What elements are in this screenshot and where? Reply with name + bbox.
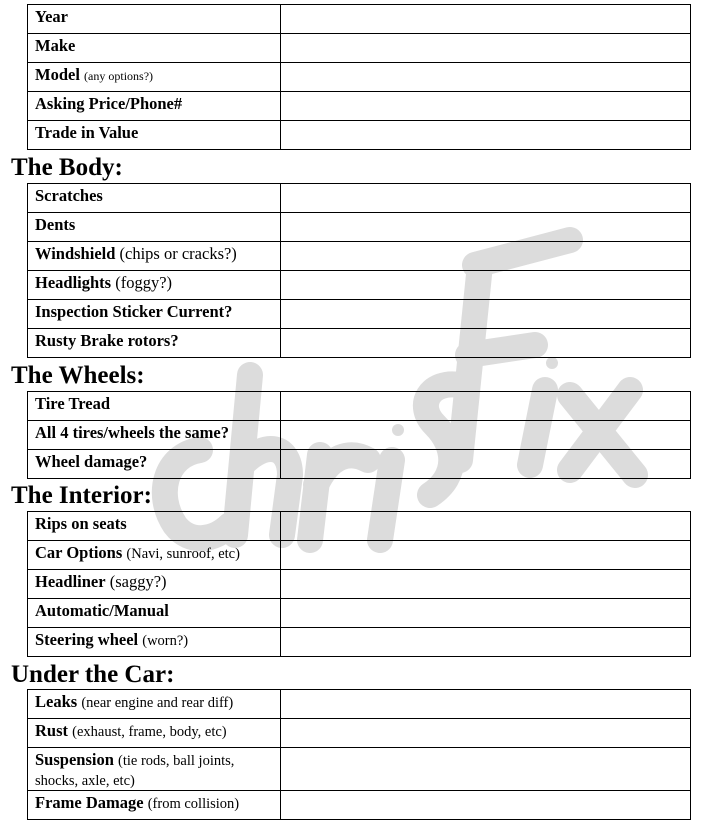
table-row xyxy=(28,512,691,541)
row-label: Headlights xyxy=(35,273,112,292)
row-note: (any options?) xyxy=(84,69,154,83)
table-row xyxy=(28,5,691,34)
answer-cell[interactable] xyxy=(281,63,691,92)
section-title-wheels: The Wheels: xyxy=(11,362,145,389)
row-label-cell xyxy=(28,5,281,34)
table-row xyxy=(28,421,691,450)
row-label-cell xyxy=(28,748,281,791)
table-row xyxy=(28,690,691,719)
row-label-cell xyxy=(28,450,281,479)
row-label: Make xyxy=(35,36,76,55)
row-note: (Navi, sunroof, etc) xyxy=(126,546,240,562)
row-label: Suspension xyxy=(35,750,114,769)
table-row xyxy=(28,300,691,329)
row-label: Automatic/Manual xyxy=(35,601,169,620)
table-row xyxy=(28,570,691,599)
row-label: Wheel damage? xyxy=(35,452,148,471)
answer-cell[interactable] xyxy=(281,791,691,820)
row-label-cell xyxy=(28,791,281,820)
answer-cell[interactable] xyxy=(281,628,691,657)
row-label: Tire Tread xyxy=(35,394,111,413)
answer-cell[interactable] xyxy=(281,329,691,358)
row-label-cell xyxy=(28,213,281,242)
answer-cell[interactable] xyxy=(281,271,691,300)
answer-cell[interactable] xyxy=(281,690,691,719)
row-note: (exhaust, frame, body, etc) xyxy=(72,724,227,740)
answer-cell[interactable] xyxy=(281,34,691,63)
section-4-table xyxy=(27,689,691,820)
row-note: (saggy?) xyxy=(109,572,167,591)
section-title-interior: The Interior: xyxy=(11,482,152,509)
row-label-cell xyxy=(28,512,281,541)
row-label-cell xyxy=(28,329,281,358)
row-label-cell xyxy=(28,421,281,450)
row-note: (chips or cracks?) xyxy=(119,244,237,263)
row-label-cell xyxy=(28,719,281,748)
answer-cell[interactable] xyxy=(281,300,691,329)
row-label-cell xyxy=(28,628,281,657)
table-row xyxy=(28,242,691,271)
answer-cell[interactable] xyxy=(281,541,691,570)
table-row xyxy=(28,450,691,479)
section-3-table xyxy=(27,511,691,657)
row-label-cell xyxy=(28,271,281,300)
row-label: Car Options xyxy=(35,543,123,562)
answer-cell[interactable] xyxy=(281,392,691,421)
table-row xyxy=(28,271,691,300)
row-label: Steering wheel xyxy=(35,630,139,649)
table-row xyxy=(28,541,691,570)
row-label-cell xyxy=(28,300,281,329)
answer-cell[interactable] xyxy=(281,121,691,150)
answer-cell[interactable] xyxy=(281,421,691,450)
row-label: Dents xyxy=(35,215,76,234)
answer-cell[interactable] xyxy=(281,242,691,271)
answer-cell[interactable] xyxy=(281,599,691,628)
row-label: Leaks xyxy=(35,692,78,711)
row-label-cell xyxy=(28,690,281,719)
section-title-body: The Body: xyxy=(11,154,123,181)
row-label: Rusty Brake rotors? xyxy=(35,331,179,350)
row-label: Frame Damage xyxy=(35,793,144,812)
answer-cell[interactable] xyxy=(281,184,691,213)
table-row xyxy=(28,748,691,791)
table-row xyxy=(28,719,691,748)
row-label-cell xyxy=(28,242,281,271)
row-label-cell xyxy=(28,92,281,121)
answer-cell[interactable] xyxy=(281,512,691,541)
table-row xyxy=(28,599,691,628)
row-label: All 4 tires/wheels the same? xyxy=(35,423,229,442)
answer-cell[interactable] xyxy=(281,570,691,599)
answer-cell[interactable] xyxy=(281,450,691,479)
table-row xyxy=(28,628,691,657)
row-label: Year xyxy=(35,7,68,26)
table-row xyxy=(28,392,691,421)
answer-cell[interactable] xyxy=(281,92,691,121)
row-note: (foggy?) xyxy=(115,273,173,292)
row-label: Rust xyxy=(35,721,69,740)
section-1-table xyxy=(27,183,691,358)
row-label-cell xyxy=(28,541,281,570)
row-label: Headliner xyxy=(35,572,106,591)
row-label: Model xyxy=(35,65,80,84)
row-label-cell xyxy=(28,63,281,92)
table-row xyxy=(28,791,691,820)
section-0-table xyxy=(27,4,691,150)
row-label-cell xyxy=(28,34,281,63)
row-note: (from collision) xyxy=(147,796,240,812)
table-row xyxy=(28,34,691,63)
row-label-cell xyxy=(28,121,281,150)
row-label-cell xyxy=(28,184,281,213)
row-label: Asking Price/Phone# xyxy=(35,94,183,113)
section-title-under-car: Under the Car: xyxy=(11,661,175,688)
answer-cell[interactable] xyxy=(281,719,691,748)
table-row xyxy=(28,121,691,150)
section-2-table xyxy=(27,391,691,479)
row-label: Inspection Sticker Current? xyxy=(35,302,233,321)
table-row xyxy=(28,329,691,358)
row-note: (near engine and rear diff) xyxy=(81,695,234,711)
table-row xyxy=(28,92,691,121)
row-label-cell xyxy=(28,570,281,599)
row-label: Windshield xyxy=(35,244,116,263)
row-label: Rips on seats xyxy=(35,514,127,533)
row-label-cell xyxy=(28,599,281,628)
answer-cell[interactable] xyxy=(281,748,691,791)
table-row xyxy=(28,213,691,242)
row-note: (tie rods, ball joints, shocks, axle, etc) xyxy=(35,753,235,789)
row-note: (worn?) xyxy=(142,633,189,649)
table-row xyxy=(28,184,691,213)
row-label: Scratches xyxy=(35,186,103,205)
row-label: Trade in Value xyxy=(35,123,139,142)
answer-cell[interactable] xyxy=(281,213,691,242)
row-label-cell xyxy=(28,392,281,421)
table-row xyxy=(28,63,691,92)
answer-cell[interactable] xyxy=(281,5,691,34)
